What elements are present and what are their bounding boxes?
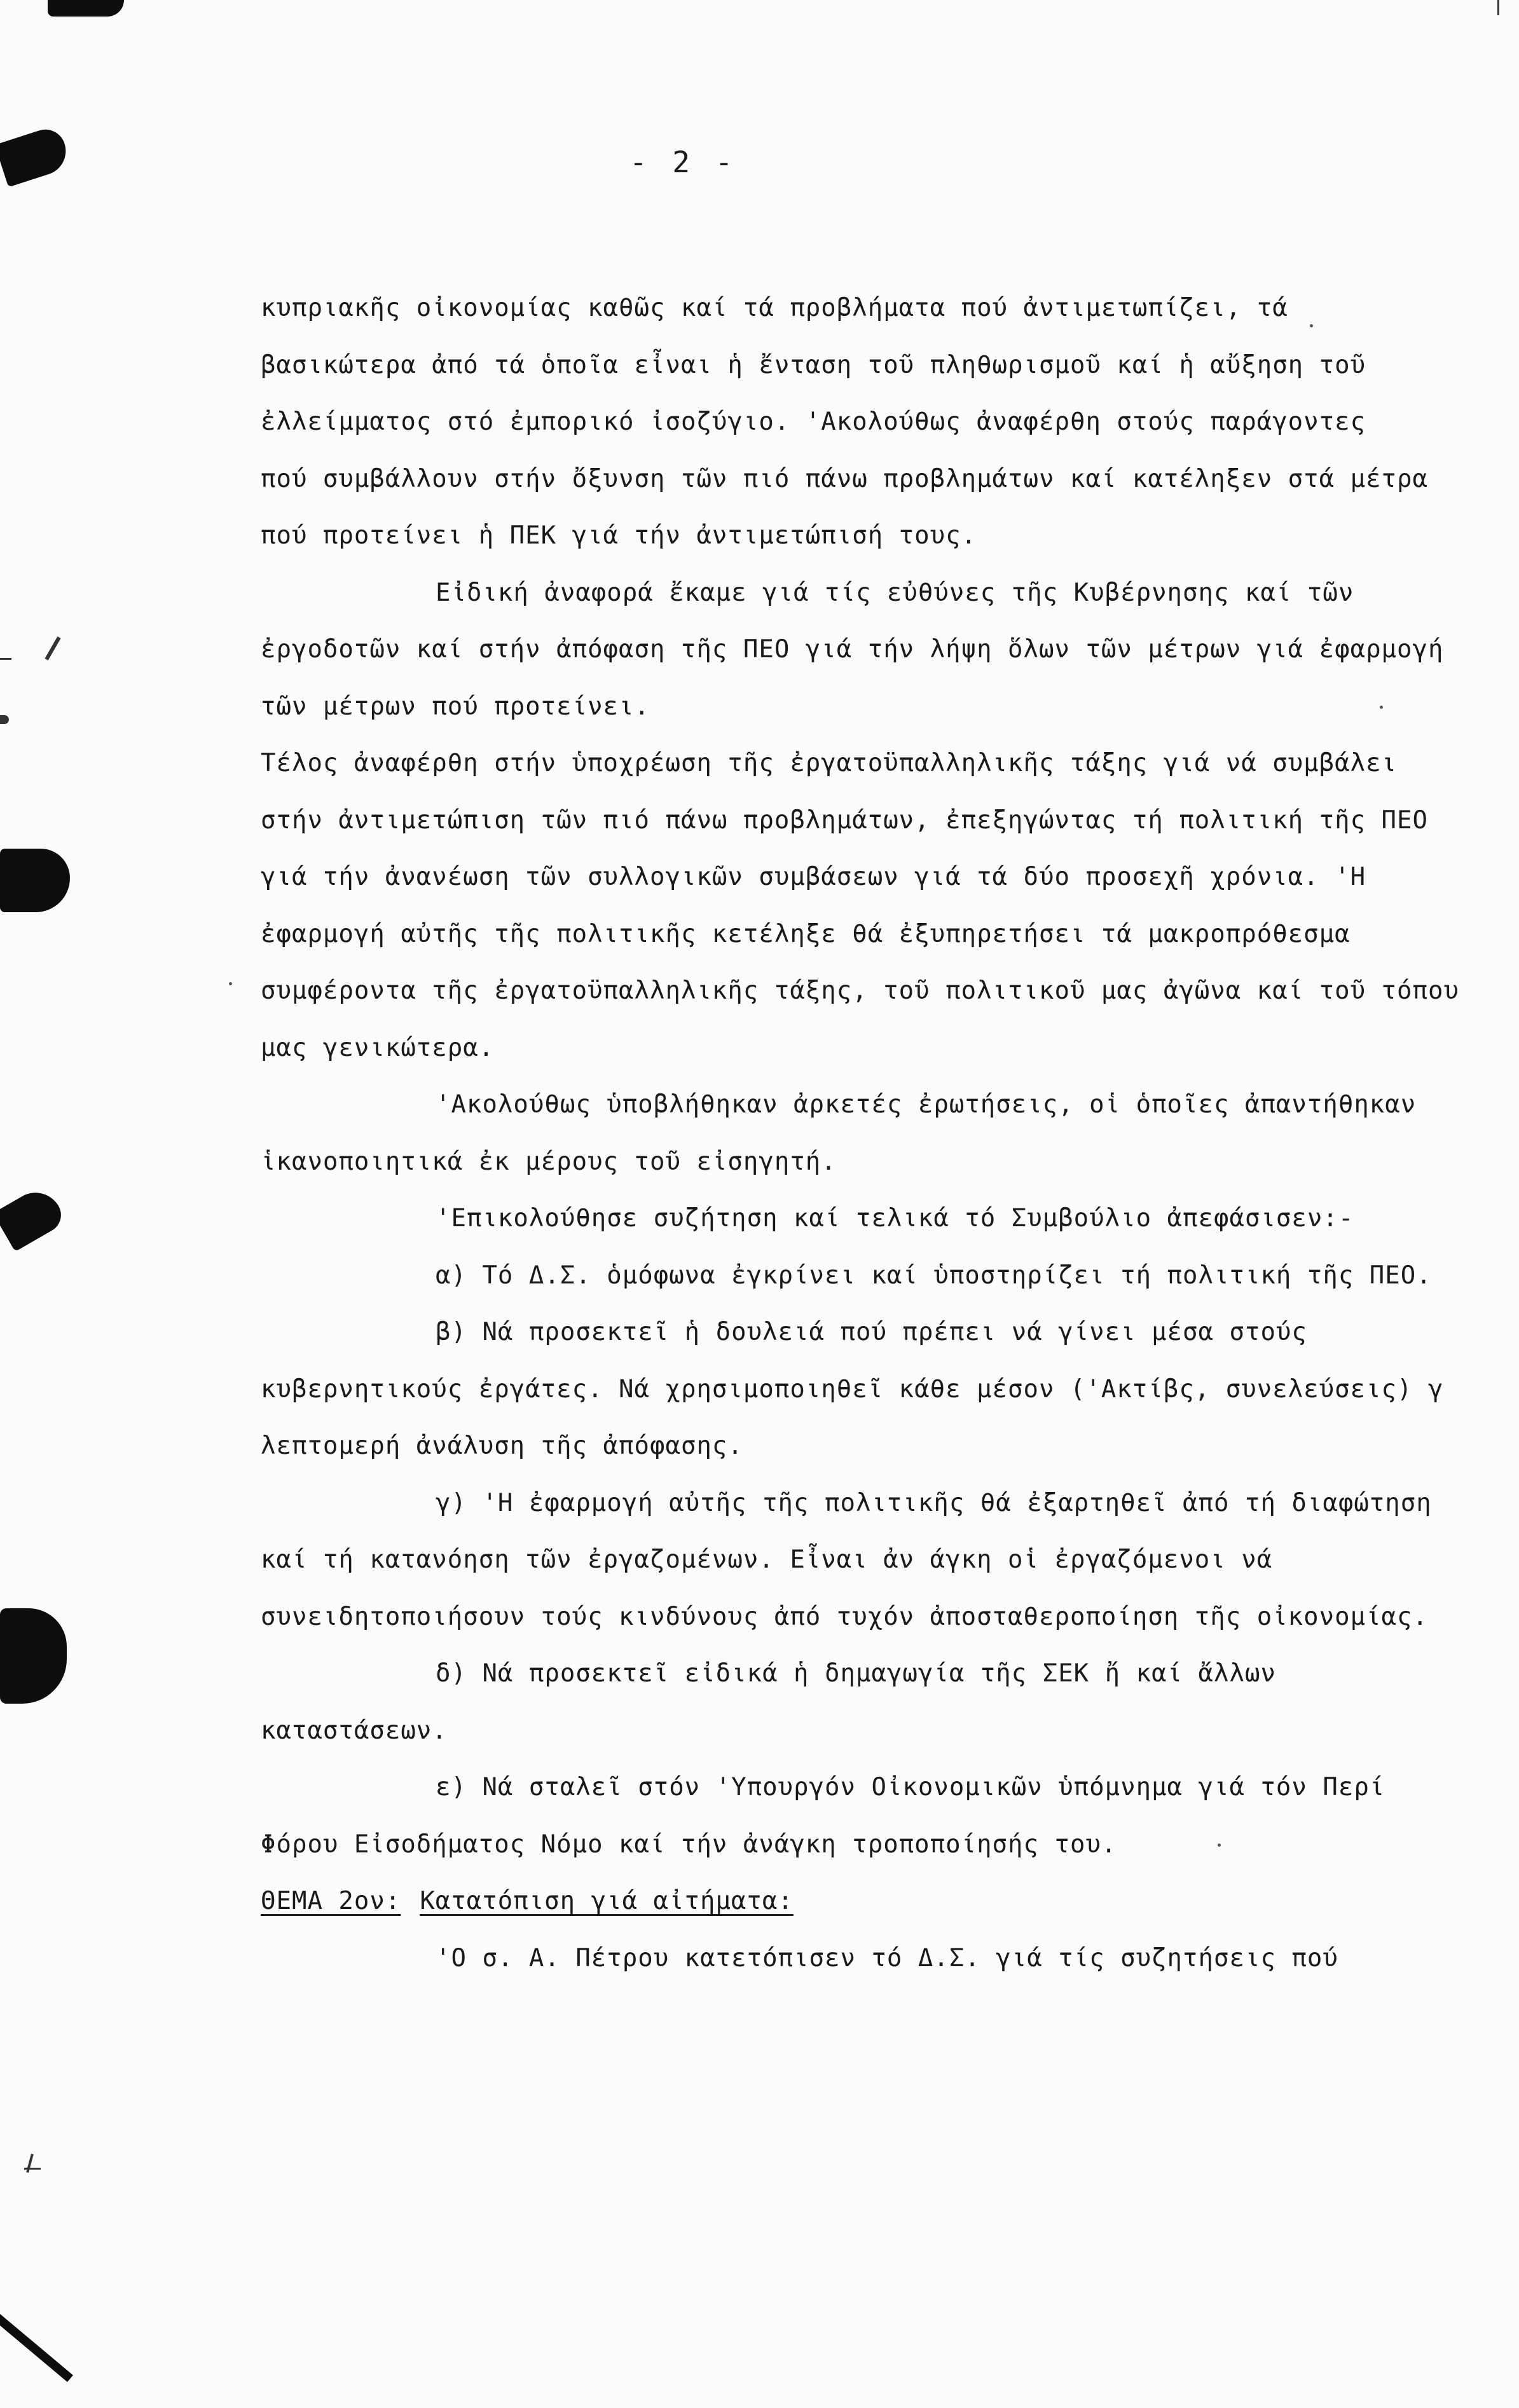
scan-mark bbox=[1497, 0, 1499, 15]
text-line: καταστάσεων. bbox=[261, 1716, 448, 1745]
text-line: Τέλος ἀναφέρθη στήν ὑποχρέωση τῆς ἐργατοϋπαλληλικῆς τάξης γιά νά συμβάλει bbox=[261, 749, 1398, 777]
text-line: πού προτείνει ἡ ΠΕΚ γιά τήν ἀντιμετώπισή τους. bbox=[261, 521, 977, 550]
text-line: γιά τήν ἀνανέωση τῶν συλλογικῶν συμβάσεων γιά τά δύο προσεχῆ χρόνια. 'Η bbox=[261, 863, 1366, 891]
page-number: - 2 - bbox=[629, 145, 737, 179]
scan-mark bbox=[0, 658, 11, 660]
text-line: συμφέροντα τῆς ἐργατοϋπαλληλικῆς τάξης, τοῦ πολιτικοῦ μας ἀγῶνα καί τοῦ τόπου bbox=[261, 976, 1459, 1005]
paragraph bbox=[261, 1190, 1494, 1247]
text-line: βασικώτερα ἀπό τά ὁποῖα εἶναι ἡ ἔνταση τοῦ πληθωρισμοῦ καί ἡ αὔξηση τοῦ bbox=[261, 350, 1366, 380]
text-line: 'Ακολούθως ὑποβλήθηκαν ἀρκετές ἐρωτήσεις, οἱ ὁποῖες ἀπαντήθηκαν bbox=[436, 1090, 1417, 1119]
scan-blot bbox=[48, 0, 124, 17]
text-line: 'Επικολούθησε συζήτηση καί τελικά τό Συμβούλιο ἀπεφάσισεν:- bbox=[436, 1204, 1354, 1233]
scan-mark bbox=[26, 2154, 34, 2173]
text-line: Εἰδική ἀναφορά ἔκαμε γιά τίς εὐθύνες τῆς Κυβέρνησης καί τῶν bbox=[436, 578, 1354, 607]
scan-blot bbox=[0, 124, 72, 187]
text-line: στήν ἀντιμετώπιση τῶν πιό πάνω προβλημάτων, ἐπεξηγώντας τή πολιτική τῆς ΠΕΟ bbox=[261, 805, 1428, 835]
text-line: δ) Νά προσεκτεῖ εἰδικά ἡ δημαγωγία τῆς ΣΕΚ ἤ καί ἄλλων bbox=[436, 1659, 1276, 1688]
text-line: μας γενικώτερα. bbox=[261, 1033, 495, 1062]
text-line: α) Τό Δ.Σ. ὁμόφωνα ἐγκρίνει καί ὑποστηρίζει τή πολιτική τῆς ΠΕΟ. bbox=[436, 1261, 1432, 1290]
text-line: ε) Νά σταλεῖ στόν 'Υπουργόν Οἰκονομικῶν ὑπόμνημα γιά τόν Περί bbox=[436, 1773, 1385, 1802]
text-line: κυπριακῆς οἰκονομίας καθῶς καί τά προβλήματα πού ἀντιμετωπίζει, τά bbox=[261, 294, 1288, 322]
paragraph bbox=[261, 564, 1494, 735]
text-line: ἱκανοποιητικά ἐκ μέρους τοῦ εἰσηγητή. bbox=[261, 1147, 837, 1176]
scan-blot bbox=[0, 1608, 67, 1704]
text-line: Φόρου Εἰσοδήματος Νόμο καί τήν ἀνάγκη τροποποίησής του. bbox=[261, 1830, 1117, 1859]
text-line: κυβερνητικούς ἐργάτες. Νά χρησιμοποιηθεῖ κάθε μέσον ('Ακτίβς, συνελεύσεις) γ bbox=[261, 1374, 1444, 1404]
scan-blot bbox=[0, 849, 70, 912]
scan-blot bbox=[0, 1183, 67, 1252]
paragraph bbox=[261, 1076, 1494, 1190]
decision-item bbox=[261, 1475, 1494, 1646]
text-line: β) Νά προσεκτεῖ ἡ δουλειά πού πρέπει νά γίνει μέσα στούς bbox=[436, 1318, 1307, 1346]
text-line: τῶν μέτρων πού προτείνει. bbox=[261, 692, 650, 721]
scan-speck bbox=[229, 982, 232, 985]
decision-item bbox=[261, 1759, 1494, 1873]
text-line: ἐργοδοτῶν καί στήν ἀπόφαση τῆς ΠΕΟ γιά τήν λήψη ὅλων τῶν μέτρων γιά ἐφαρμογή bbox=[261, 635, 1444, 664]
decision-list bbox=[261, 1247, 1494, 1873]
text-line: πού συμβάλλουν στήν ὄξυνση τῶν πιό πάνω προβλημάτων καί κατέληξεν στά μέτρα bbox=[261, 464, 1428, 493]
section-title: Κατατόπιση γιά αἰτήματα: bbox=[420, 1887, 794, 1915]
text-line: 'Ο σ. Α. Πέτρου κατετόπισεν τό Δ.Σ. γιά τίς συζητήσεις πού bbox=[436, 1943, 1338, 1973]
section-heading bbox=[261, 1873, 1494, 1930]
text-line: λεπτομερή ἀνάλυση τῆς ἀπόφασης. bbox=[261, 1432, 743, 1460]
text-line: καί τή κατανόηση τῶν ἐργαζομένων. Εἶναι ἀν άγκη οἱ ἐργαζόμενοι νά bbox=[261, 1545, 1273, 1574]
decision-item bbox=[261, 1247, 1494, 1304]
text-line: γ) 'Η ἐφαρμογή αὐτῆς τῆς πολιτικῆς θά ἐξαρτηθεῖ ἀπό τή διαφώτηση bbox=[436, 1488, 1432, 1517]
paragraph bbox=[261, 735, 1494, 1076]
decision-item bbox=[261, 1645, 1494, 1759]
text-line: ἐλλείμματος στό ἐμπορικό ἰσοζύγιο. 'Ακολούθως ἀναφέρθη στούς παράγοντες bbox=[261, 407, 1366, 436]
scan-mark bbox=[45, 636, 60, 660]
decision-item bbox=[261, 1304, 1494, 1475]
section-label: ΘΕΜΑ 2ον: bbox=[261, 1887, 401, 1915]
document-body bbox=[261, 280, 1494, 1987]
text-line: συνειδητοποιήσουν τούς κινδύνους ἀπό τυχόν ἀποσταθεροποίηση τῆς οἰκονομίας. bbox=[261, 1602, 1428, 1631]
scan-mark bbox=[0, 715, 9, 724]
paragraph bbox=[261, 280, 1494, 564]
scan-blot bbox=[0, 2314, 73, 2382]
text-line: ἐφαρμογή αὐτῆς τῆς πολιτικῆς κετέληξε θά ἐξυπηρετήσει τά μακροπρόθεσμα bbox=[261, 919, 1351, 948]
